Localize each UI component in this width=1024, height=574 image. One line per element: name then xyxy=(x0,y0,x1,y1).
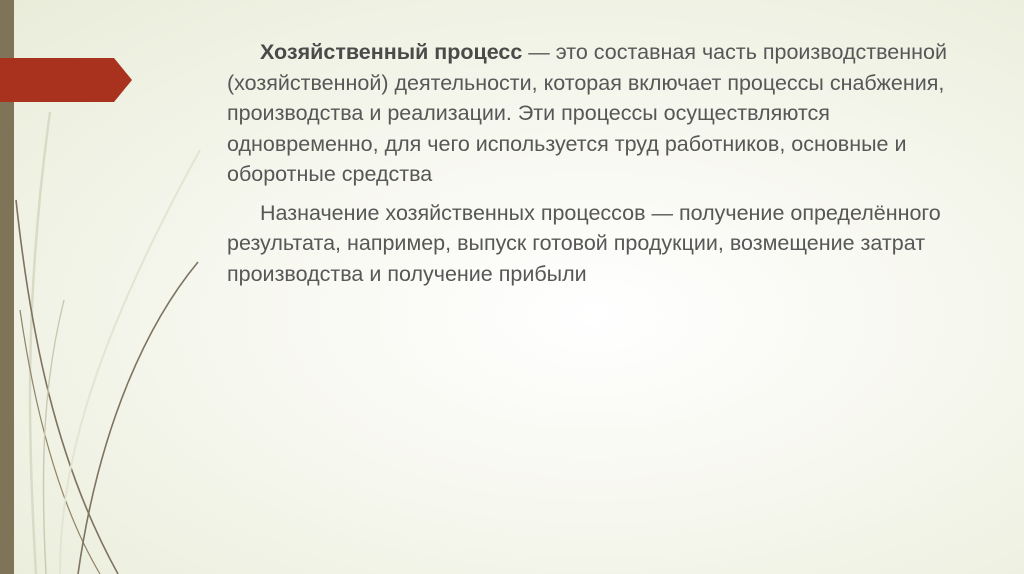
lead-term: Хозяйственный процесс xyxy=(260,40,523,64)
paragraph-text: Назначение хозяйственных процессов — получение определённого результата, например, выпуск готовой продукции, возмещение затрат производства и получение прибыли xyxy=(227,200,941,286)
decor-curve-4 xyxy=(78,262,198,574)
paragraph-definition xyxy=(227,37,957,190)
decor-curve-1 xyxy=(30,112,50,574)
decor-curve-3 xyxy=(20,310,100,574)
paragraph-purpose xyxy=(227,198,957,290)
decor-curve-2 xyxy=(16,200,118,574)
paragraph-text: — это составная часть производственной (хозяйственной) деятельности, которая включает процессы снабжения, производства и реализации. Эти процессы осуществляются одновременно, для чего используется труд работников, основные и оборотные средства xyxy=(227,40,947,186)
slide-content xyxy=(227,37,957,289)
arrow-tab xyxy=(0,58,132,102)
decor-curve-5 xyxy=(60,150,200,574)
